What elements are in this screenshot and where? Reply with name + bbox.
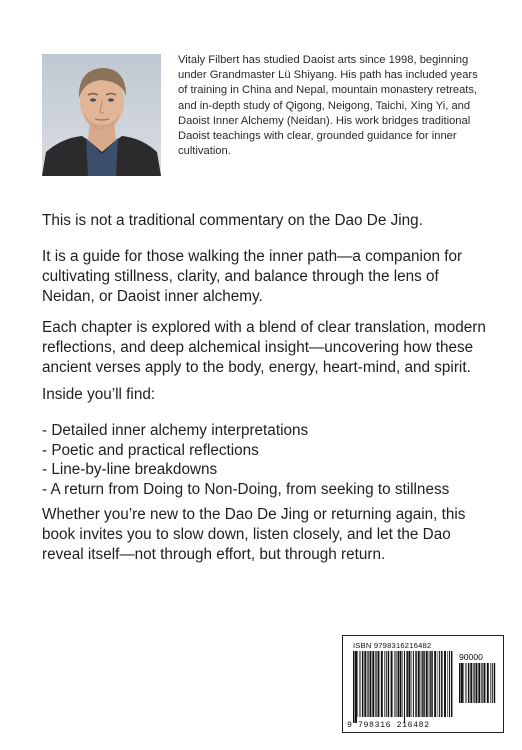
author-portrait-image [42,54,161,176]
chapters-paragraph: Each chapter is explored with a blend of clear translation, modern reflections, and deep alchemical insight—uncovering how these ancient verses apply to the body, energy, heart-mind, and spirit. [42,319,486,377]
price-barcode-bars [459,663,497,709]
list-item: - Detailed inner alchemy interpretations [42,422,309,439]
list-item: - Line-by-line breakdowns [42,461,218,479]
closing-paragraph: Whether you’re new to the Dao De Jing or returning again, this book invites you to slow down, listen closely, and let the Dao reveal itself—not through effort, but through return. [42,506,466,564]
price-code: 90000 [459,652,483,662]
list-item: - Poetic and practical reflections [42,441,259,459]
isbn-label: ISBN 9798316216482 [353,641,432,650]
contents-list [42,421,487,499]
inside-heading: Inside you’ll find: [42,386,156,403]
barcode-digits: 9 798316 216482 [347,721,430,730]
intro-paragraph: This is not a traditional commentary on the Dao De Jing. [42,212,423,229]
isbn-barcode [342,635,504,733]
barcode-bars [353,651,453,723]
list-item: - A return from Doing to Non-Doing, from seeking to stillness [42,480,450,498]
author-bio: Vitaly Filbert has studied Daoist arts since 1998, beginning under Grandmaster Lü Shiyang. His path has included years of training in China and Nepal, mountain monastery retreats, and in-depth study of Qigong, Neigong, Taichi, Xing Yi, and Daoist Inner Alchemy (Neidan). His work bridges traditional Daoist teachings with clear, grounded guidance for inner cultivation. [178,54,478,158]
guide-paragraph: It is a guide for those walking the inner path—a companion for cultivating stillness, clarity, and balance through the lens of Neidan, or Daoist inner alchemy. [42,248,463,306]
author-photo [42,54,161,176]
